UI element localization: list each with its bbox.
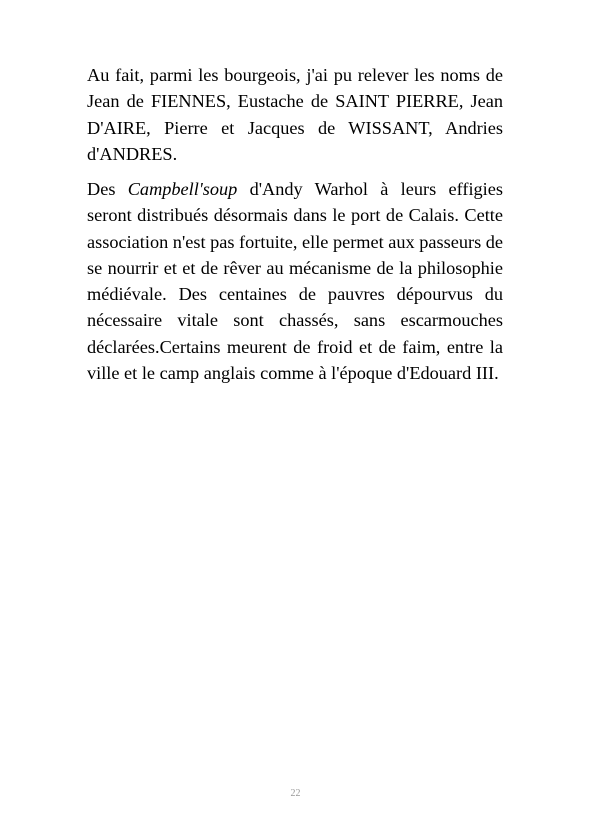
paragraph-bourgeois-names: Au fait, parmi les bourgeois, j'ai pu relever les noms de Jean de FIENNES, Eustache de SAINT PIERRE, Jean D'AIRE, Pierre et Jacques de WISSANT, Andries d'ANDRES. [87, 65, 503, 164]
paragraph-campbell-soup [87, 176, 503, 386]
paragraph-prefix: Des [87, 179, 128, 199]
italic-title-campbell-soup: Campbell'soup [127, 179, 238, 199]
paragraph-body: d'Andy Warhol à leurs effigies seront distribués désormais dans le port de Calais. Cette association n'est pas fortuite, elle permet aux passeurs de se nourrir et et de rêver au mécanisme de la philosophie médiévale. Des centaines de pauvres dépourvus du nécessaire vitale sont chassés, sans escarmouches déclarées.Certains meurent de froid et de faim, entre la ville et le camp anglais comme à l'époque d'Edouard III. [87, 179, 504, 384]
page-number: 22 [290, 788, 301, 799]
